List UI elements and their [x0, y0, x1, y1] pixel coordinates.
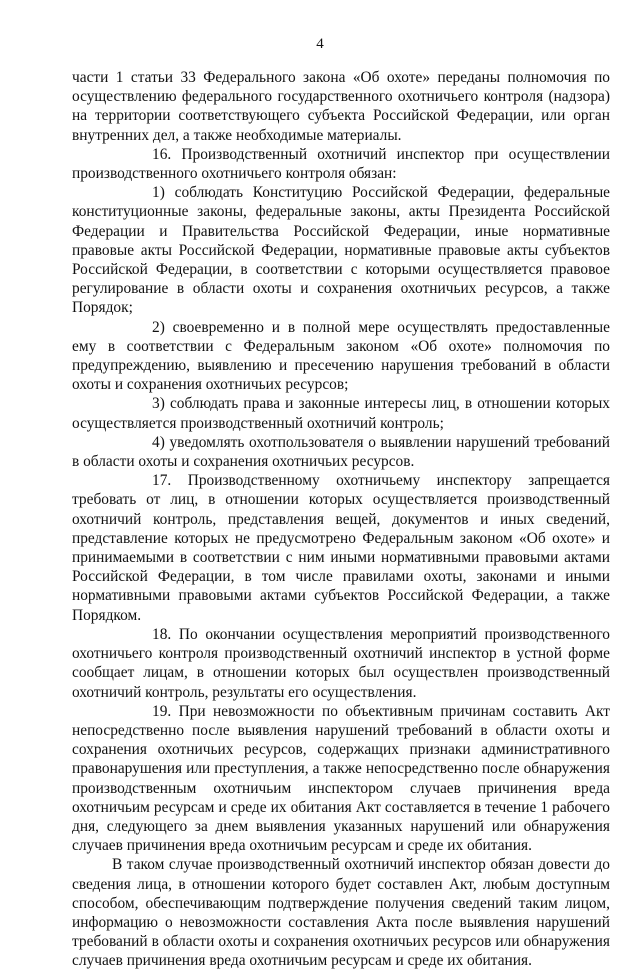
paragraph-17 [72, 471, 610, 625]
paragraph-text: В таком случае производственный охотничий инспектор обязан довести до сведения лица, в отношении которого будет составлен Акт, любым доступным способом, обеспечивающим подтверждение получения сведений таким лицом, информацию о невозможности составления Акта после выявления нарушений требований в области охоты и сохранения охотничьих ресурсов или обнаружения случаев причинения вреда охотничьим ресурсам и среде их обитания. [72, 856, 610, 970]
list-item-text: уведомлять охотпользователя о выявлении нарушений требований в области охоты и сохранения охотничьих ресурсов. [72, 433, 610, 471]
list-item-number: 1) [152, 184, 165, 202]
list-item-number: 3) [152, 395, 165, 413]
paragraph-number: 19. [152, 702, 172, 720]
paragraph-text: Производственному охотничьему инспектору запрещается требовать от лиц, в отношении которых осуществляется производственный охотничий контроль, представления вещей, документов и иных сведений, представление которых не предусмотрено Федеральным законом «Об охоте» и принимаемыми в соответствии с ним иными нормативными правовыми актами Российской Федерации, в том числе правилами охоты, законами и иными нормативными правовыми актами субъектов Российской Федерации, а также Порядком. [72, 472, 610, 624]
paragraph-text: части 1 статьи 33 Федерального закона «Об охоте» переданы полномочия по осуществлению федерального государственного охотничьего контроля (надзора) на территории соответствующего субъекта Российской Федерации, или орган внутренних дел, а также необходимые материалы. [72, 69, 610, 144]
paragraph-number: 16. [152, 145, 172, 163]
paragraph-19 [72, 702, 610, 856]
list-item-text: соблюдать Конституцию Российской Федерации, федеральные конституционные законы, федеральные законы, акты Президента Российской Федерации и Правительства Российской Федерации, иные нормативные правовые акты Российской Федерации, нормативные правовые акты субъектов Российской Федерации, в соответствии с которыми осуществляется правовое регулирование в области охоты и сохранения охотничьих ресурсов, а также Порядок; [72, 184, 610, 317]
list-item-2 [72, 318, 610, 395]
document-body [72, 68, 610, 971]
paragraph-text: По окончании осуществления мероприятий производственного охотничьего контроля производственный охотничий инспектор в устной форме сообщает лицам, в отношении которых был осуществлен производственный охотничий контроль, результаты его осуществления. [72, 625, 610, 701]
list-item-4 [72, 433, 610, 471]
paragraph-16 [72, 145, 610, 183]
list-item-number: 2) [152, 318, 165, 336]
paragraph-number: 18. [152, 625, 172, 643]
paragraph-final [72, 855, 610, 970]
list-item-1 [72, 183, 610, 317]
paragraph-number: 17. [152, 472, 172, 490]
paragraph-text: Производственный охотничий инспектор при осуществлении производственного охотничьего контроля обязан: [72, 145, 610, 183]
list-item-text: соблюдать права и законные интересы лиц, в отношении которых осуществляется производственный охотничий контроль; [72, 395, 610, 432]
page-number: 4 [316, 36, 324, 52]
list-item-text: своевременно и в полной мере осуществлять предоставленные ему в соответствии с Федеральным законом «Об охоте» полномочия по предупреждению, выявлению и пресечению нарушения требований в области охоты и сохранения охотничьих ресурсов; [72, 318, 610, 394]
paragraph-18 [72, 625, 610, 702]
paragraph-continuation [72, 68, 610, 145]
list-item-number: 4) [152, 433, 165, 451]
paragraph-text: При невозможности по объективным причинам составить Акт непосредственно после выявления нарушений требований в области охоты и сохранения охотничьих ресурсов, содержащих признаки административного правонарушения или преступления, а также непосредственно после обнаружения производственным охотничьим инспектором случаев причинения вреда охотничьим ресурсам и среде их обитания Акт составляется в течение 1 рабочего дня, следующего за днем выявления указанных нарушений или обнаружения случаев причинения вреда охотничьим ресурсам и среде их обитания. [72, 702, 610, 855]
list-item-3 [72, 394, 610, 432]
